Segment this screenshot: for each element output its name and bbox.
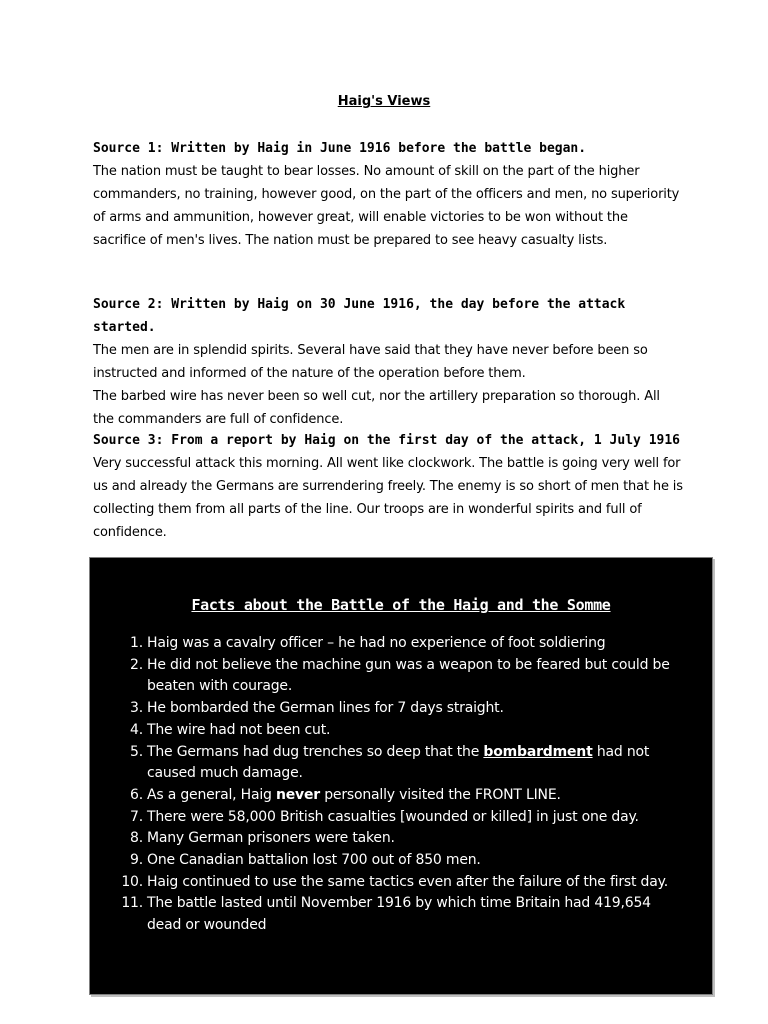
list-item — [90, 633, 687, 655]
source-2 — [93, 293, 683, 431]
item-text: Many German prisoners were taken. — [147, 830, 395, 847]
source-body-continued: The barbed wire has never been so well cut, nor the artillery preparation so thorough. All the commanders are full of confidence. — [93, 389, 660, 427]
facts-title: Facts about the Battle of the Haig and the Somme — [191, 596, 611, 614]
source-heading: Source 3: From a report by Haig on the first day of the attack, 1 July 1916 — [93, 433, 680, 448]
source-heading: Source 2: Written by Haig on 30 June 1916, the day before the attack started. — [93, 297, 626, 335]
item-text-post: personally visited the FRONT LINE. — [320, 786, 561, 803]
item-number: 5. — [130, 743, 143, 760]
item-number: 11. — [121, 895, 143, 912]
item-text-post: had not caused much damage. — [147, 743, 650, 782]
item-number: 7. — [130, 808, 143, 825]
list-item — [90, 698, 687, 720]
source-1 — [93, 137, 683, 252]
source-3 — [93, 429, 683, 544]
item-text: Haig continued to use the same tactics even after the failure of the first day. — [147, 873, 668, 890]
item-text: There were 58,000 British casualties [wounded or killed] in just one day. — [147, 808, 639, 825]
facts-list — [90, 633, 687, 937]
source-heading: Source 1: Written by Haig in June 1916 before the battle began. — [93, 141, 587, 156]
list-item — [90, 850, 687, 872]
item-text: The battle lasted until November 1916 by which time Britain had 419,654 dead or wounded — [147, 895, 651, 934]
source-body: The nation must be taught to bear losses. No amount of skill on the part of the higher commanders, no training, however good, on the part of the officers and men, no superiority of arms and ammunition, however great, will enable victories to be won without the sacrifice of men's lives. The nation must be prepared to see heavy casualty lists. — [93, 164, 680, 248]
item-number: 10. — [121, 873, 143, 890]
list-item — [90, 655, 687, 698]
source-body: The men are in splendid spirits. Several have said that they have never before been so instructed and informed of the nature of the operation before them. — [93, 343, 648, 381]
item-text: Haig was a cavalry officer – he had no experience of foot soldiering — [147, 635, 606, 651]
facts-box — [89, 557, 713, 995]
item-number: 4. — [130, 721, 143, 738]
list-item — [90, 785, 687, 807]
list-item — [90, 742, 687, 785]
item-number: 2. — [130, 656, 143, 673]
item-text-pre: As a general, Haig — [147, 786, 276, 803]
emphasis-bombardment: bombardment — [483, 743, 593, 760]
item-number: 9. — [130, 852, 143, 869]
list-item — [90, 720, 687, 742]
item-text: He bombarded the German lines for 7 days straight. — [147, 700, 504, 717]
emphasis-never: never — [276, 786, 320, 803]
item-number: 6. — [130, 786, 143, 803]
item-text-pre: The Germans had dug trenches so deep that the — [147, 743, 484, 760]
list-item — [90, 807, 687, 829]
item-text: The wire had not been cut. — [147, 721, 331, 738]
item-text: He did not believe the machine gun was a weapon to be feared but could be beaten with courage. — [147, 656, 670, 695]
source-body: Very successful attack this morning. All went like clockwork. The battle is going very well for us and already the Germans are surrendering freely. The enemy is so short of men that he is collecting them from all parts of the line. Our troops are in wonderful spirits and full of confidence. — [93, 456, 683, 540]
list-item — [90, 893, 687, 936]
list-item — [90, 828, 687, 850]
item-text: One Canadian battalion lost 700 out of 850 men. — [147, 852, 481, 869]
item-number: 1. — [130, 635, 143, 651]
page-title: Haig's Views — [337, 94, 431, 109]
item-number: 8. — [130, 830, 143, 847]
list-item — [90, 872, 687, 894]
item-number: 3. — [130, 700, 143, 717]
